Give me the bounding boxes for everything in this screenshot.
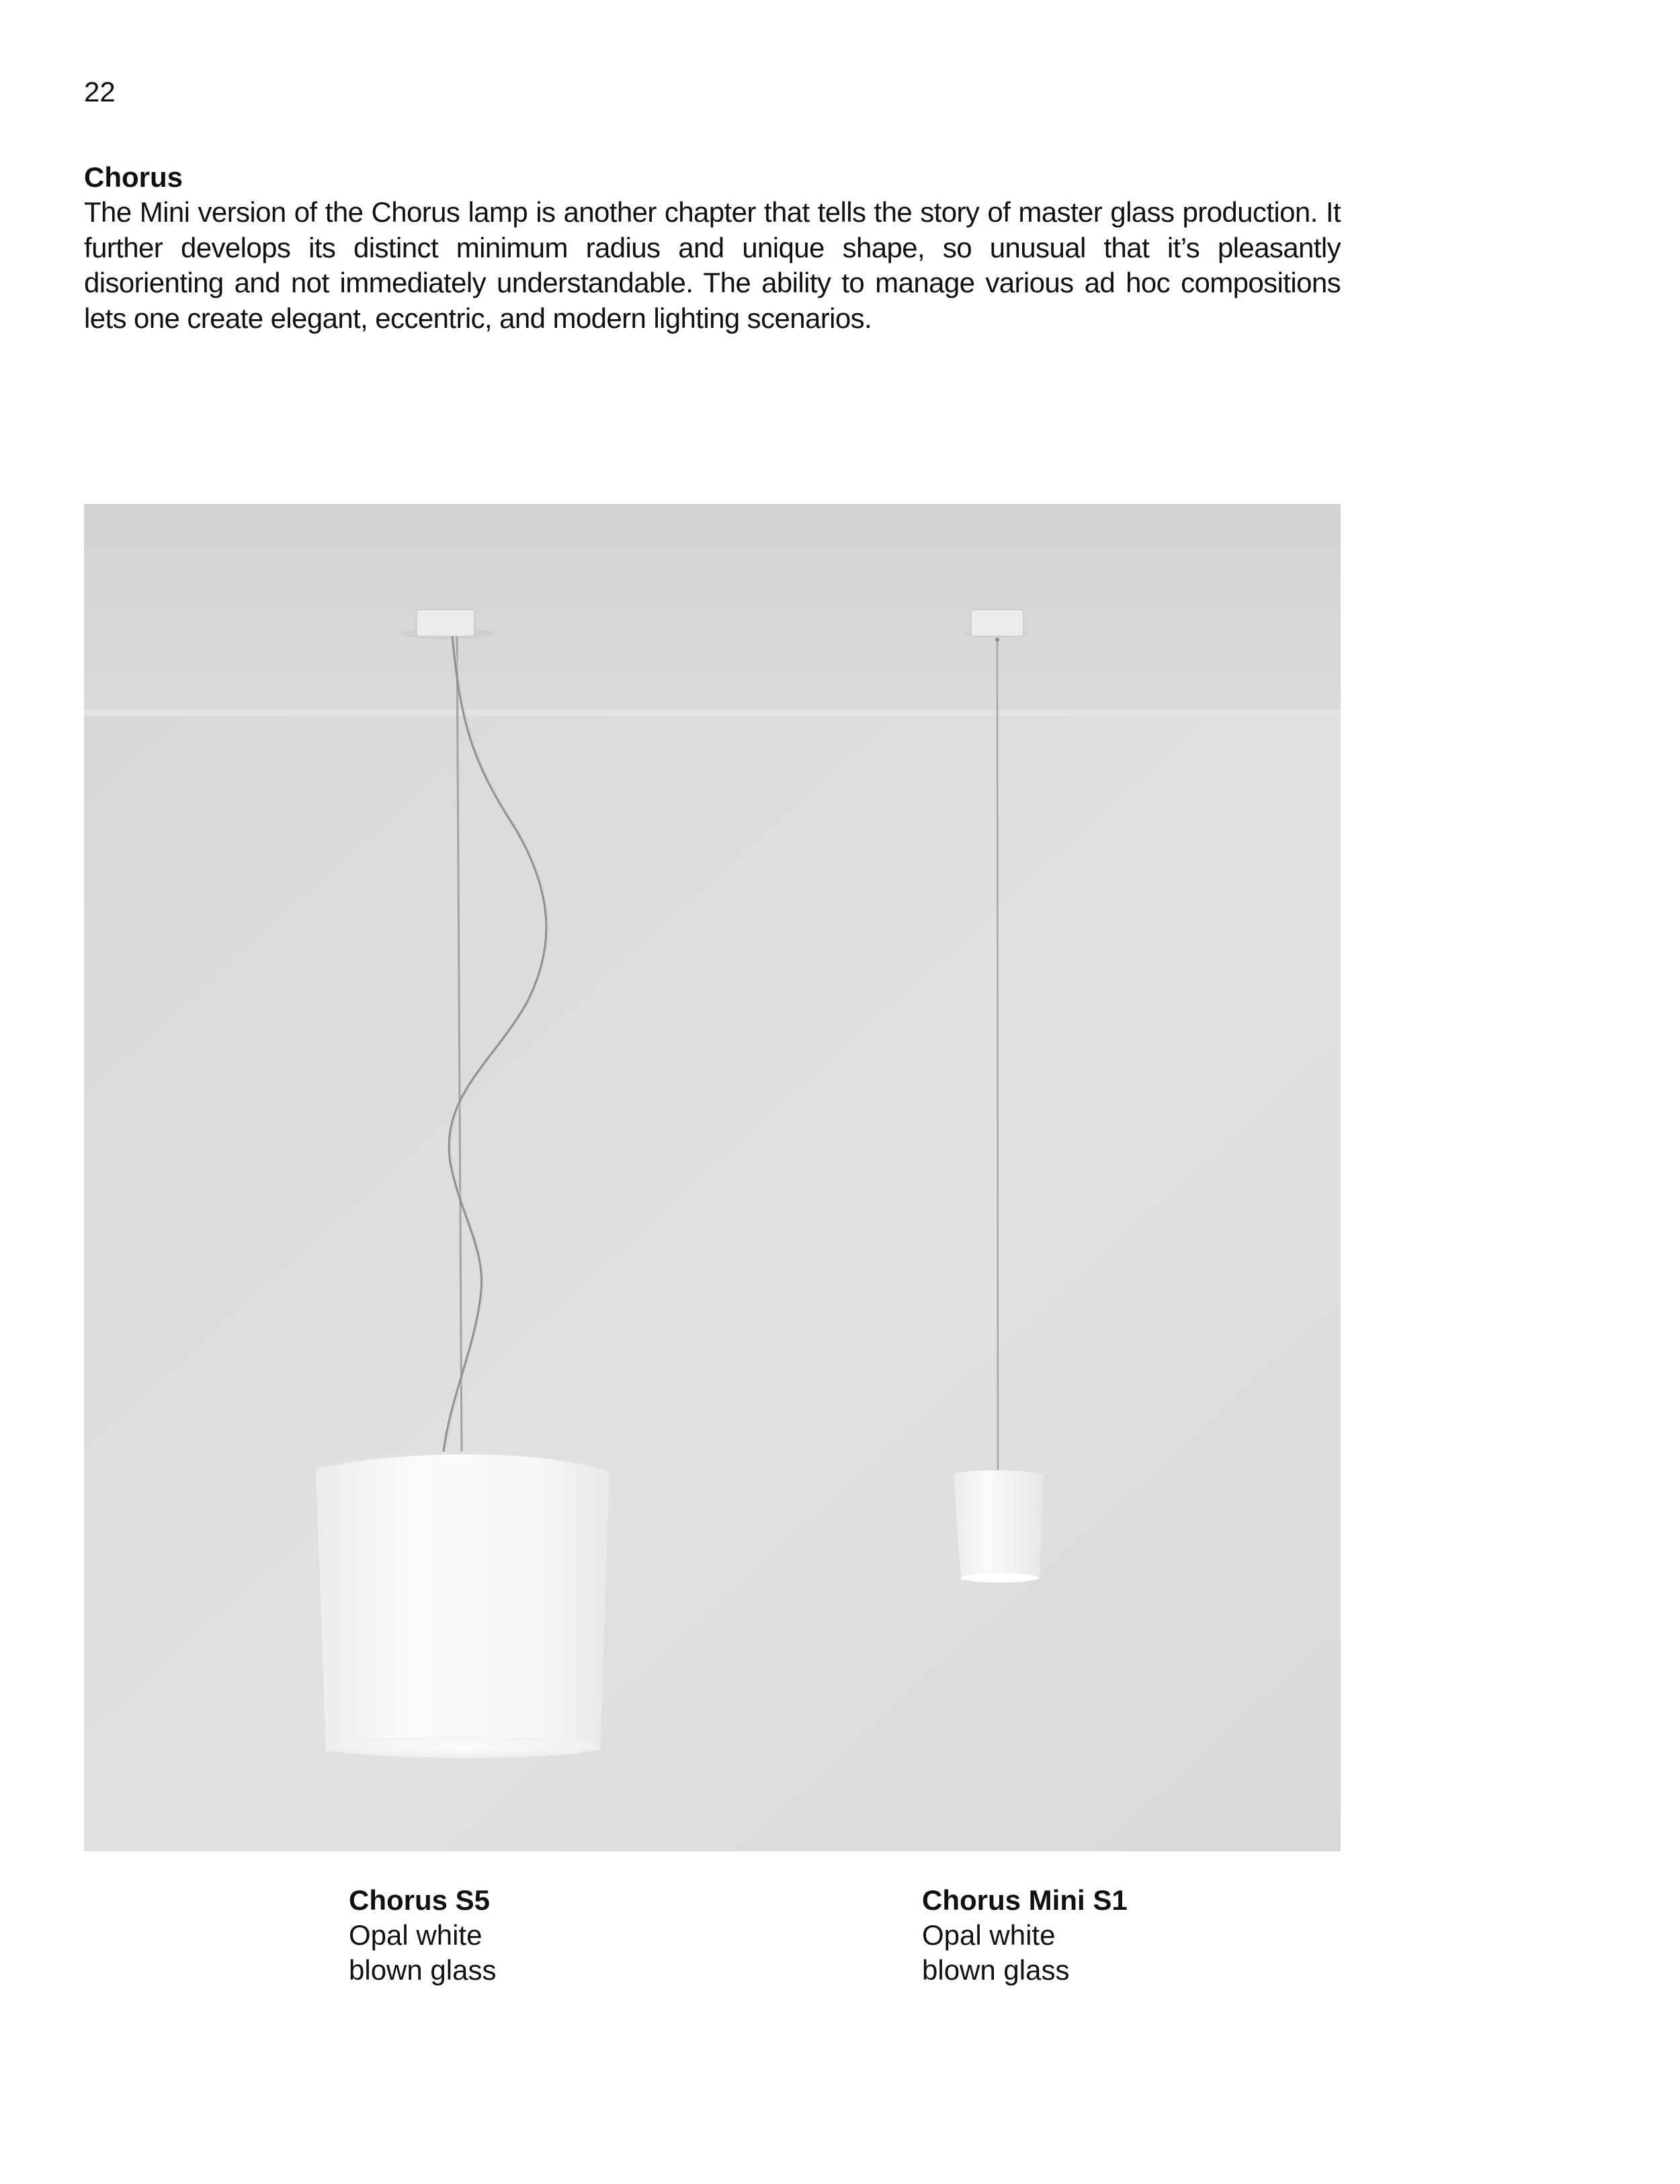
product-name: Chorus S5 — [349, 1884, 491, 1916]
wall — [84, 714, 1341, 1851]
product-material: blown glass — [349, 1954, 497, 1986]
product-finish: Opal white — [922, 1919, 1056, 1951]
page-number: 22 — [84, 76, 116, 108]
section-title: Chorus — [84, 161, 183, 193]
small-lamp-canopy — [966, 610, 1027, 642]
ceiling-edge — [84, 710, 1341, 716]
big-lamp-shade — [316, 1454, 610, 1758]
lamps-illustration — [84, 504, 1341, 1851]
caption-chorus-s5 — [349, 1883, 819, 1988]
ceiling — [84, 504, 1341, 714]
small-lamp-shade — [954, 1470, 1044, 1583]
small-lamp-cable — [997, 642, 998, 1472]
caption-chorus-mini-s1 — [922, 1883, 1392, 1988]
product-name: Chorus Mini S1 — [922, 1884, 1128, 1916]
product-photo — [84, 504, 1341, 1851]
intro-section — [84, 160, 1341, 336]
product-material: blown glass — [922, 1954, 1070, 1986]
section-description: The Mini version of the Chorus lamp is another chapter that tells the story of master glass production. It further develops its distinct minimum radius and unique shape, so unusual that it’s pleasantly disorienting and not immediately understandable. The ability to manage various ad hoc compositions lets one create elegant, eccentric, and modern lighting scenarios. — [84, 196, 1341, 334]
product-finish: Opal white — [349, 1919, 482, 1951]
